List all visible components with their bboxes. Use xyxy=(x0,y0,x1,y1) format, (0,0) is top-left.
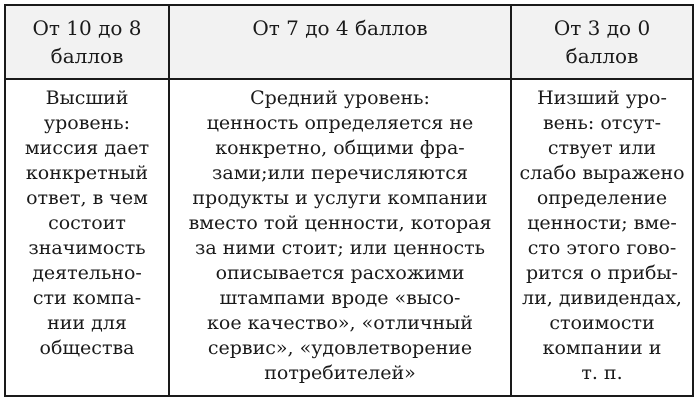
table-header-row xyxy=(6,6,692,80)
score-table xyxy=(4,4,694,397)
cell-text-line: сервис», «удовлетворение xyxy=(207,337,473,359)
cell-text-line: деятельно- xyxy=(32,262,142,284)
cell-text-line: Высший xyxy=(45,87,129,109)
cell-text-line: нии для xyxy=(47,312,127,334)
cell-text-line: ценности; вме- xyxy=(527,212,677,234)
header-text: От 10 до 8 xyxy=(32,16,142,40)
header-text: баллов xyxy=(565,44,639,68)
cell-text-line: значимость xyxy=(28,237,146,259)
cell-text-line: состоит xyxy=(48,212,126,234)
cell-text-line: т. п. xyxy=(581,362,623,384)
cell-text-line: определение xyxy=(536,187,668,209)
cell-text-line: конкретно, общими фра- xyxy=(215,137,465,159)
cell-text-line: вместо той ценности, которая xyxy=(188,212,492,234)
header-cell-3-0 xyxy=(512,6,692,78)
cell-text-line: зами;или перечисляются xyxy=(212,162,468,184)
cell-text-line: конкретный xyxy=(25,162,149,184)
cell-text-line: общества xyxy=(39,337,135,359)
cell-text-line: стоимости xyxy=(549,312,655,334)
header-cell-7-4 xyxy=(170,6,512,78)
cell-text-line: ценность определяется не xyxy=(206,112,474,134)
cell-text-line: Средний уровень: xyxy=(250,87,430,109)
header-text: баллов xyxy=(50,44,124,68)
body-cell-high-level xyxy=(6,80,170,395)
cell-text-line: рится о прибы- xyxy=(526,262,678,284)
header-text: От 3 до 0 xyxy=(553,16,651,40)
table-body-row xyxy=(6,80,692,395)
cell-text-line: ствует или xyxy=(547,137,657,159)
body-cell-medium-level xyxy=(170,80,512,395)
body-cell-low-level xyxy=(512,80,692,395)
cell-text-line: компании и xyxy=(542,337,662,359)
cell-text-line: штампами вроде «высо- xyxy=(219,287,461,309)
header-text: От 7 до 4 баллов xyxy=(252,16,428,40)
header-cell-10-8 xyxy=(6,6,170,78)
cell-text-line: сти компа- xyxy=(32,287,142,309)
cell-text-line: кое качество», «отличный xyxy=(207,312,473,334)
cell-text-line: Низший уро- xyxy=(537,87,667,109)
cell-text-line: потребителей» xyxy=(264,362,416,384)
cell-text-line: описывается расхожими xyxy=(215,262,465,284)
cell-text-line: миссия дает xyxy=(24,137,150,159)
cell-text-line: сто этого гово- xyxy=(527,237,677,259)
cell-text-line: ли, дивидендах, xyxy=(522,287,682,309)
cell-text-line: ответ, в чем xyxy=(26,187,148,209)
cell-text-line: вень: отсут- xyxy=(542,112,662,134)
cell-text-line: слабо выражено xyxy=(519,162,685,184)
cell-text-line: за ними стоит; или ценность xyxy=(195,237,485,259)
cell-text-line: уровень: xyxy=(43,112,131,134)
cell-text-line: продукты и услуги компании xyxy=(192,187,488,209)
